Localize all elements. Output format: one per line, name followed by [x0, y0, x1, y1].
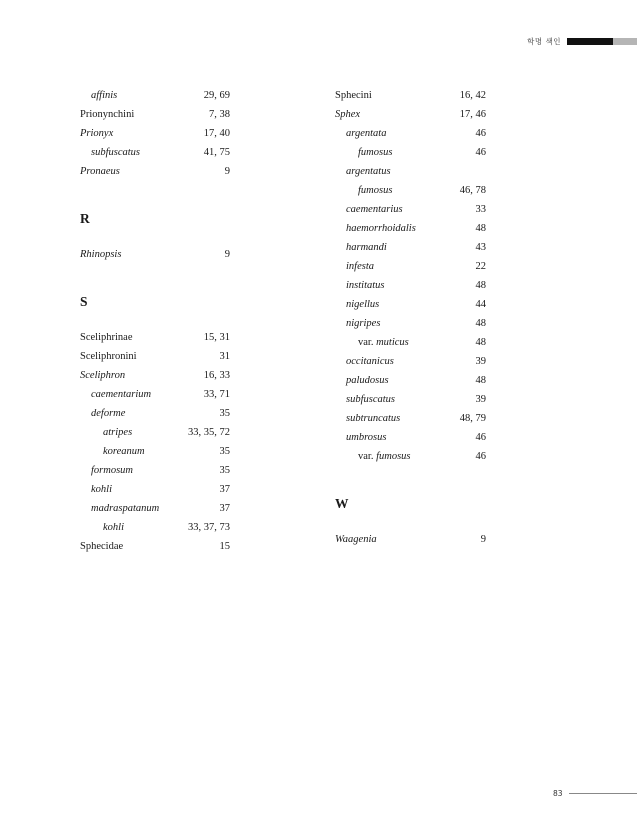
index-term: argentatus: [346, 166, 391, 177]
index-entry: [335, 371, 486, 390]
index-entry: [80, 385, 230, 404]
index-pages: 33, 35, 72: [188, 427, 230, 438]
header-title: 학명 색인: [527, 37, 561, 46]
index-entry: [335, 295, 486, 314]
index-pages: 35: [219, 408, 230, 419]
index-entry: [80, 366, 230, 385]
index-term: Waagenia: [335, 534, 377, 545]
index-entry: [80, 499, 230, 518]
section-letter-w: W: [335, 496, 349, 511]
index-term: harmandi: [346, 242, 387, 253]
index-entry: [335, 86, 486, 105]
index-entry: [335, 333, 486, 352]
index-term: nigripes: [346, 318, 381, 329]
index-pages: 22: [475, 261, 486, 272]
index-pages: 15, 31: [203, 332, 230, 343]
index-entry: [335, 143, 486, 162]
index-term: haemorrhoidalis: [346, 223, 416, 234]
index-pages: 33: [475, 204, 486, 215]
index-entry: [335, 105, 486, 124]
index-pages: 33, 37, 73: [188, 522, 230, 533]
index-pages: 7, 38: [209, 109, 230, 120]
index-entry: [335, 530, 486, 549]
running-header: [527, 36, 637, 47]
index-term: kohli: [91, 484, 112, 495]
index-pages: 46: [475, 128, 486, 139]
index-term: formosum: [91, 465, 134, 476]
index-entry: [80, 423, 230, 442]
index-entry: [80, 143, 230, 162]
index-entry: [335, 390, 486, 409]
header-bar-black: [567, 38, 613, 45]
index-pages: 48: [475, 280, 486, 291]
index-entry: [335, 200, 486, 219]
index-entry: [335, 219, 486, 238]
index-term: umbrosus: [346, 432, 387, 443]
index-term: Sceliphron: [80, 370, 126, 381]
index-term-variety: [358, 333, 409, 352]
index-entry: [80, 442, 230, 461]
index-pages: 48: [475, 375, 486, 386]
index-term: nigellus: [346, 299, 380, 310]
section-letter-s: S: [80, 294, 88, 309]
variety-name: muticus: [376, 337, 409, 348]
index-pages: 35: [219, 465, 230, 476]
index-pages: 48: [475, 318, 486, 329]
index-term: subfuscatus: [346, 394, 396, 405]
index-pages: 16, 42: [459, 90, 486, 101]
index-term: Rhinopsis: [80, 249, 122, 260]
index-pages: 16, 33: [203, 370, 230, 381]
index-term: subtruncatus: [346, 413, 401, 424]
index-entry: [80, 518, 230, 537]
index-term: occitanicus: [346, 356, 394, 367]
index-term: kohli: [103, 522, 124, 533]
index-pages: 48, 79: [459, 413, 486, 424]
index-pages: 9: [224, 249, 230, 260]
index-term: affinis: [91, 90, 118, 101]
index-entry: [335, 162, 486, 181]
index-entry: [80, 537, 230, 556]
index-pages: 29, 69: [203, 90, 230, 101]
index-pages: 46, 78: [459, 185, 486, 196]
index-entry: [335, 447, 486, 466]
index-entry: [80, 347, 230, 366]
index-entry: [80, 105, 230, 124]
index-term: Sceliphronini: [80, 351, 137, 362]
index-entry: [335, 352, 486, 371]
section-letter-r: R: [80, 211, 90, 226]
index-term: institatus: [346, 280, 385, 291]
index-pages: 43: [475, 242, 486, 253]
index-pages: 39: [475, 356, 486, 367]
index-entry: [80, 328, 230, 347]
index-entry: [80, 124, 230, 143]
variety-prefix: var.: [358, 337, 374, 348]
index-pages: 41, 75: [203, 147, 230, 158]
index-term: atripes: [103, 427, 133, 438]
index-entry: [335, 409, 486, 428]
index-term: caementarius: [346, 204, 403, 215]
index-entry: [335, 314, 486, 333]
index-entry: [80, 162, 230, 181]
footer-rule: [569, 793, 637, 794]
index-entry: [80, 86, 230, 105]
index-entry: [80, 461, 230, 480]
index-entry: [80, 245, 230, 264]
index-column-left: [80, 86, 230, 556]
index-pages: 17, 46: [459, 109, 486, 120]
index-pages: 46: [475, 147, 486, 158]
index-term: fumosus: [358, 147, 393, 158]
index-pages: 48: [475, 223, 486, 234]
index-entry: [335, 257, 486, 276]
index-pages: 15: [219, 541, 230, 552]
index-term: Sphex: [335, 109, 361, 120]
index-term: deforme: [91, 408, 126, 419]
variety-name: fumosus: [376, 451, 411, 462]
index-column-right: [335, 86, 486, 549]
index-pages: 35: [219, 446, 230, 457]
index-entry: [335, 276, 486, 295]
index-term: subfuscatus: [91, 147, 141, 158]
index-term: Prionyx: [80, 128, 114, 139]
index-pages: 39: [475, 394, 486, 405]
variety-prefix: var.: [358, 451, 374, 462]
index-term: koreanum: [103, 446, 145, 457]
index-pages: 44: [475, 299, 486, 310]
index-pages: 37: [219, 503, 230, 514]
index-term: caementarium: [91, 389, 152, 400]
index-entry: [80, 480, 230, 499]
index-entry: [335, 124, 486, 143]
index-term: paludosus: [346, 375, 389, 386]
index-pages: 37: [219, 484, 230, 495]
page-footer: [553, 789, 637, 798]
page-number: 83: [553, 789, 563, 798]
index-pages: 46: [475, 432, 486, 443]
index-term: Prionynchini: [80, 109, 135, 120]
index-entry: [335, 428, 486, 447]
index-term: Pronaeus: [80, 166, 120, 177]
index-term: fumosus: [358, 185, 393, 196]
index-term: infesta: [346, 261, 374, 272]
index-pages: 33, 71: [203, 389, 230, 400]
index-term-variety: [358, 447, 411, 466]
index-pages: 9: [224, 166, 230, 177]
index-entry: [335, 181, 486, 200]
index-pages: 48: [475, 337, 486, 348]
index-term: madraspatanum: [91, 503, 160, 514]
index-term: Sceliphrinae: [80, 332, 133, 343]
index-term: Sphecini: [335, 90, 372, 101]
index-entry: [335, 238, 486, 257]
index-term: Sphecidae: [80, 541, 124, 552]
index-pages: 9: [480, 534, 486, 545]
header-bar-gray: [613, 38, 637, 45]
index-pages: 46: [475, 451, 486, 462]
index-term: argentata: [346, 128, 387, 139]
index-pages: 31: [219, 351, 230, 362]
index-pages: 17, 40: [203, 128, 230, 139]
index-entry: [80, 404, 230, 423]
